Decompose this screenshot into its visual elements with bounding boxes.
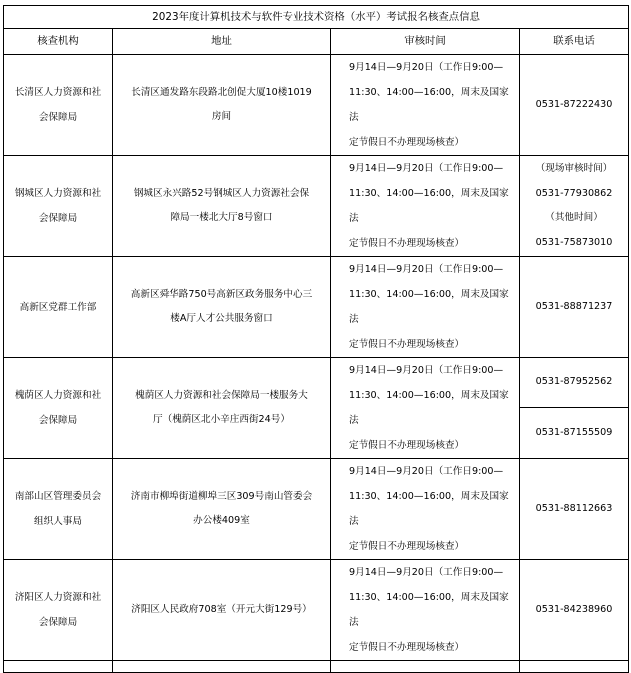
header-org: 核查机构	[4, 29, 113, 55]
table-row	[4, 560, 629, 661]
table-row	[4, 156, 629, 257]
address-cell: 济南市柳埠街道柳埠三区309号南山管委会 办公楼409室	[113, 459, 331, 560]
address-cell: 钢城区永兴路52号钢城区人力资源社会保 障局一楼北大厅8号窗口	[113, 156, 331, 257]
phone-cell: 0531-88871237	[520, 257, 629, 358]
org-cell	[4, 661, 113, 673]
time-cell: 9月14日—9月20日（工作日9:00— 11:30、14:00—16:00，周末及国家法 定节假日不办理现场核查）	[331, 560, 520, 661]
phone-cell	[520, 661, 629, 673]
header-address: 地址	[113, 29, 331, 55]
time-cell: 9月14日—9月20日（工作日9:00— 11:30、14:00—16:00，周末及国家法 定节假日不办理现场核查）	[331, 257, 520, 358]
phone-cell: 0531-87952562	[520, 358, 629, 408]
phone-cell: 0531-84238960	[520, 560, 629, 661]
address-cell: 槐荫区人力资源和社会保障局一楼服务大 厅（槐荫区北小辛庄西街24号）	[113, 358, 331, 459]
org-cell: 高新区党群工作部	[4, 257, 113, 358]
header-time: 审核时间	[331, 29, 520, 55]
time-cell: 9月14日—9月20日（工作日9:00— 11:30、14:00—16:00，周末及国家法 定节假日不办理现场核查）	[331, 459, 520, 560]
phone-cell: 0531-87155509	[520, 407, 629, 458]
address-cell: 长清区通发路东段路北创促大厦10楼1019 房间	[113, 55, 331, 156]
address-cell: 高新区舜华路750号高新区政务服务中心三 楼A厅人才公共服务窗口	[113, 257, 331, 358]
phone-cell: （现场审核时间） 0531-77930862 （其他时间） 0531-75873010	[520, 156, 629, 257]
table-row	[4, 661, 629, 673]
table-row	[4, 358, 629, 408]
time-cell: 9月14日—9月20日（工作日9:00— 11:30、14:00—16:00，周末及国家法 定节假日不办理现场核查）	[331, 358, 520, 459]
phone-cell: 0531-88112663	[520, 459, 629, 560]
org-cell: 长清区人力资源和社 会保障局	[4, 55, 113, 156]
table-title-row	[4, 6, 629, 29]
time-cell	[331, 661, 520, 673]
org-cell: 南部山区管理委员会 组织人事局	[4, 459, 113, 560]
table-title: 2023年度计算机技术与软件专业技术资格（水平）考试报名核查点信息	[4, 6, 629, 29]
exam-checkpoint-table	[3, 5, 629, 673]
table-row	[4, 459, 629, 560]
table-row	[4, 257, 629, 358]
org-cell: 槐荫区人力资源和社 会保障局	[4, 358, 113, 459]
address-cell	[113, 661, 331, 673]
table-header-row	[4, 29, 629, 55]
address-cell: 济阳区人民政府708室（开元大街129号）	[113, 560, 331, 661]
time-cell: 9月14日—9月20日（工作日9:00— 11:30、14:00—16:00，周末及国家法 定节假日不办理现场核查）	[331, 156, 520, 257]
time-cell: 9月14日—9月20日（工作日9:00— 11:30、14:00—16:00，周末及国家法 定节假日不办理现场核查）	[331, 55, 520, 156]
phone-cell: 0531-87222430	[520, 55, 629, 156]
table-row	[4, 55, 629, 156]
org-cell: 钢城区人力资源和社 会保障局	[4, 156, 113, 257]
org-cell: 济阳区人力资源和社 会保障局	[4, 560, 113, 661]
header-phone: 联系电话	[520, 29, 629, 55]
